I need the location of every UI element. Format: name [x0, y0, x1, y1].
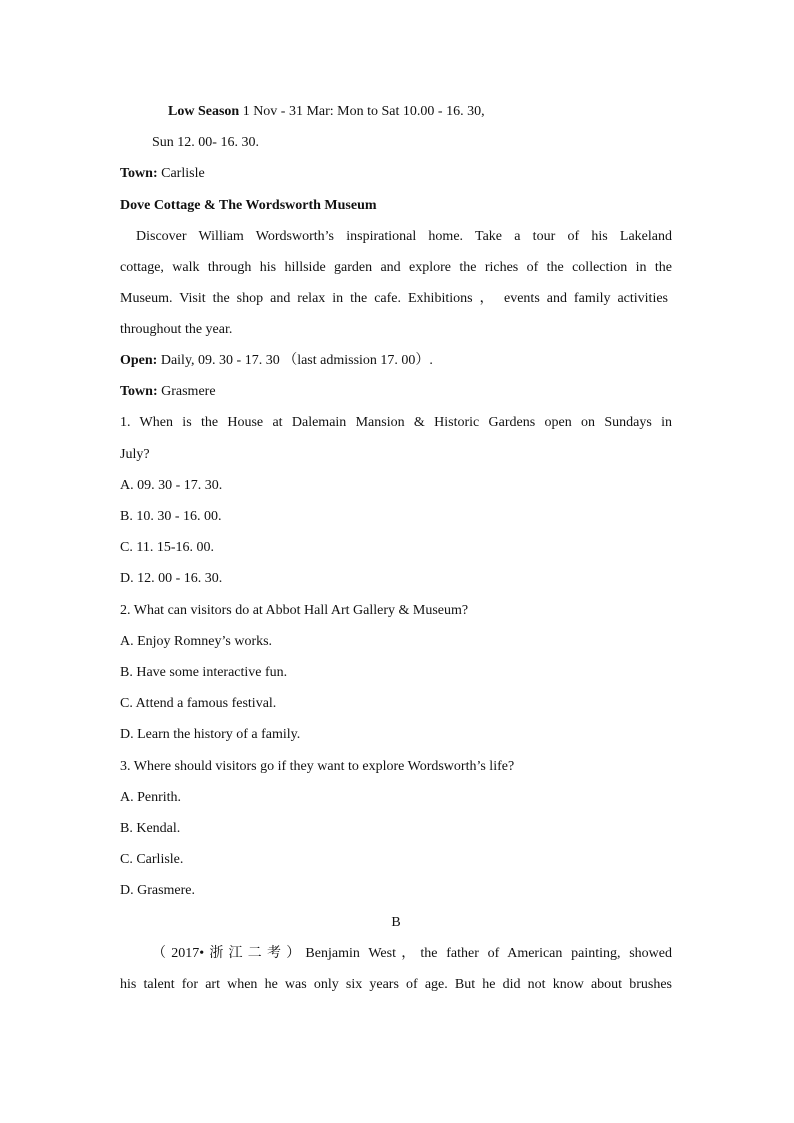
- open-label: Open:: [120, 353, 158, 368]
- description-line: throughout the year.: [120, 322, 233, 337]
- question-2-option-d: D. Learn the history of a family.: [120, 727, 301, 742]
- question-1-option-b: B. 10. 30 - 16. 00.: [120, 509, 222, 524]
- question-2-option-b: B. Have some interactive fun.: [120, 665, 288, 680]
- town-line-carlisle: [120, 165, 672, 183]
- low-season-line: [168, 103, 688, 121]
- question-2-stem: 2. What can visitors do at Abbot Hall Art Gallery & Museum?: [120, 603, 469, 618]
- section-b-paragraph-line: （2017•浙江二考）Benjamin West，the father of American painting, showed: [152, 946, 672, 961]
- open-hours-line: [120, 352, 672, 370]
- description-line: Discover William Wordsworth’s inspirational home. Take a tour of his Lakeland: [136, 229, 672, 244]
- town-value: Grasmere: [157, 384, 216, 399]
- question-1-option-d: D. 12. 00 - 16. 30.: [120, 571, 223, 586]
- section-b-heading: B: [391, 915, 401, 930]
- question-1-option-a: A. 09. 30 - 17. 30.: [120, 478, 223, 493]
- question-1-option-c: C. 11. 15-16. 00.: [120, 540, 214, 555]
- town-label: Town:: [120, 166, 158, 181]
- question-2-option-a: A. Enjoy Romney’s works.: [120, 634, 273, 649]
- description-line: cottage, walk through his hillside garden and explore the riches of the collection in the: [120, 260, 672, 275]
- question-1-stem: July?: [120, 447, 150, 462]
- question-3-option-b: B. Kendal.: [120, 821, 181, 836]
- dove-cottage-title: Dove Cottage & The Wordsworth Museum: [120, 198, 377, 213]
- question-3-option-d: D. Grasmere.: [120, 883, 196, 898]
- town-value: Carlisle: [157, 166, 205, 181]
- description-line: Museum. Visit the shop and relax in the cafe. Exhibitions ， events and family activities: [120, 291, 668, 306]
- question-1-stem: 1. When is the House at Dalemain Mansion & Historic Gardens open on Sundays in: [120, 415, 672, 430]
- open-value: Daily, 09. 30 - 17. 30 （last admission 17. 00）.: [157, 353, 433, 368]
- low-season-label: Low Season: [168, 104, 240, 119]
- question-3-option-c: C. Carlisle.: [120, 852, 184, 867]
- town-line-grasmere: [120, 383, 672, 401]
- sunday-hours: Sun 12. 00- 16. 30.: [152, 135, 259, 150]
- section-b-paragraph-line: his talent for art when he was only six years of age. But he did not know about brushes: [120, 977, 672, 992]
- question-3-option-a: A. Penrith.: [120, 790, 182, 805]
- town-label: Town:: [120, 384, 158, 399]
- low-season-text: 1 Nov - 31 Mar: Mon to Sat 10.00 - 16. 30,: [239, 104, 485, 119]
- question-2-option-c: C. Attend a famous festival.: [120, 696, 277, 711]
- question-3-stem: 3. Where should visitors go if they want to explore Wordsworth’s life?: [120, 759, 515, 774]
